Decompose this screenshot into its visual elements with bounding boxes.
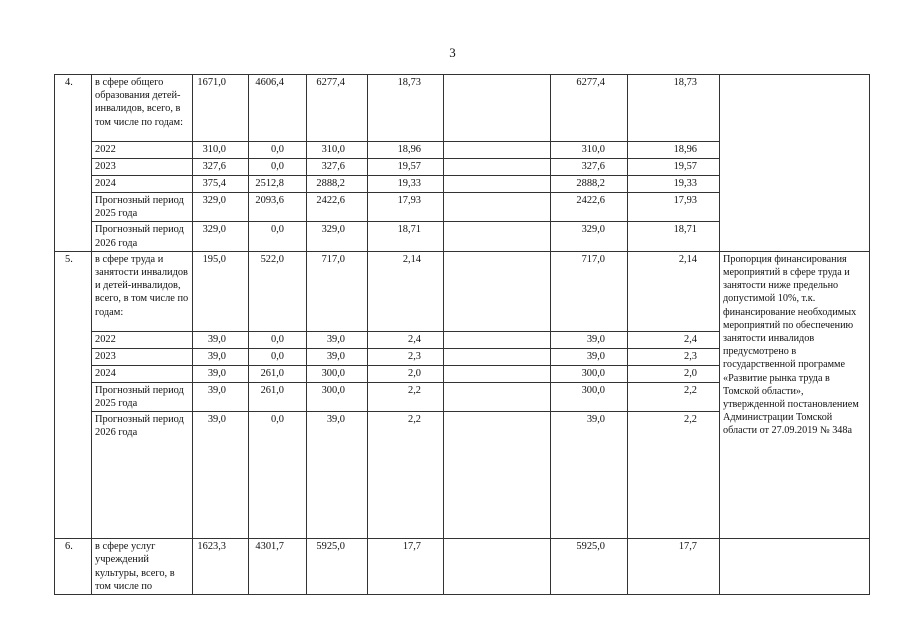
cell-value-3: 39,0 [307,348,368,365]
cell-empty [444,348,551,365]
cell-empty [444,75,551,142]
row-index: 5. [55,251,92,538]
cell-value-3: 6277,4 [307,75,368,142]
row-label: 2024 [92,365,193,382]
cell-value-1: 1671,0 [193,75,249,142]
cell-value-1: 327,6 [193,159,249,176]
cell-value-total: 310,0 [551,142,628,159]
page-number: 3 [449,45,456,60]
cell-value-1: 39,0 [193,412,249,539]
cell-percent-1: 2,0 [368,365,444,382]
cell-percent-2: 18,71 [628,222,720,251]
cell-value-total: 5925,0 [551,539,628,595]
cell-value-total: 2422,6 [551,193,628,222]
cell-value-total: 39,0 [551,348,628,365]
cell-empty [444,412,551,539]
cell-empty [444,251,551,331]
cell-value-3: 329,0 [307,222,368,251]
row-label: в сфере общего образования детей-инвалидов, всего, в том числе по годам: [92,75,193,142]
cell-percent-2: 2,2 [628,382,720,411]
cell-value-1: 375,4 [193,176,249,193]
cell-value-1: 310,0 [193,142,249,159]
cell-value-2: 0,0 [249,331,307,348]
cell-percent-2: 2,3 [628,348,720,365]
cell-percent-2: 2,0 [628,365,720,382]
cell-empty [444,331,551,348]
cell-percent-1: 17,7 [368,539,444,595]
row-label: 2023 [92,348,193,365]
cell-percent-1: 19,57 [368,159,444,176]
cell-value-total: 717,0 [551,251,628,331]
cell-percent-2: 2,14 [628,251,720,331]
cell-value-2: 261,0 [249,382,307,411]
row-label: Прогнозный период 2025 года [92,382,193,411]
cell-empty [444,365,551,382]
cell-value-3: 300,0 [307,365,368,382]
cell-percent-2: 2,2 [628,412,720,539]
cell-value-2: 4606,4 [249,75,307,142]
cell-percent-2: 17,93 [628,193,720,222]
cell-empty [444,382,551,411]
table-row [55,251,870,331]
cell-percent-2: 18,73 [628,75,720,142]
row-label: 2023 [92,159,193,176]
cell-value-2: 522,0 [249,251,307,331]
cell-percent-1: 2,2 [368,412,444,539]
cell-value-total: 2888,2 [551,176,628,193]
cell-value-2: 0,0 [249,142,307,159]
note-cell [720,75,870,252]
row-label: в сфере труда и занятости инвалидов и детей-инвалидов, всего, в том числе по годам: [92,251,193,331]
cell-value-1: 1623,3 [193,539,249,595]
cell-percent-1: 18,96 [368,142,444,159]
cell-empty [444,222,551,251]
cell-value-3: 300,0 [307,382,368,411]
cell-value-total: 327,6 [551,159,628,176]
cell-percent-1: 2,4 [368,331,444,348]
cell-percent-1: 2,2 [368,382,444,411]
cell-value-1: 39,0 [193,331,249,348]
cell-value-3: 39,0 [307,412,368,539]
cell-value-3: 39,0 [307,331,368,348]
note-cell: Пропорция финансирования мероприятий в сфере труда и занятости ниже предельно допустимой 10%, т.к. финансирование необходимых мероприятий по обеспечению занятости инвалидов предусмотрено в государственной программе «Развитие рынка труда в Томской области», утвержденной постановлением Администрации Томской области от 27.09.2019 № 348а [720,251,870,538]
cell-value-2: 0,0 [249,159,307,176]
cell-empty [444,176,551,193]
cell-value-2: 261,0 [249,365,307,382]
row-label: 2022 [92,331,193,348]
cell-value-1: 195,0 [193,251,249,331]
cell-value-2: 0,0 [249,222,307,251]
cell-empty [444,159,551,176]
cell-percent-1: 17,93 [368,193,444,222]
row-label: Прогнозный период 2026 года [92,222,193,251]
cell-value-2: 0,0 [249,412,307,539]
cell-value-3: 2422,6 [307,193,368,222]
cell-value-total: 300,0 [551,365,628,382]
cell-value-3: 5925,0 [307,539,368,595]
cell-value-2: 2093,6 [249,193,307,222]
table-row [55,75,870,142]
cell-value-2: 2512,8 [249,176,307,193]
row-index: 6. [55,539,92,595]
cell-value-total: 39,0 [551,331,628,348]
cell-value-total: 6277,4 [551,75,628,142]
cell-value-total: 300,0 [551,382,628,411]
cell-percent-2: 17,7 [628,539,720,595]
row-label: Прогнозный период 2025 года [92,193,193,222]
cell-value-1: 39,0 [193,382,249,411]
cell-value-total: 39,0 [551,412,628,539]
row-index: 4. [55,75,92,252]
cell-empty [444,539,551,595]
table-row [55,539,870,595]
cell-value-3: 327,6 [307,159,368,176]
cell-value-3: 310,0 [307,142,368,159]
note-cell [720,539,870,595]
cell-percent-1: 18,73 [368,75,444,142]
cell-value-1: 39,0 [193,365,249,382]
cell-percent-1: 18,71 [368,222,444,251]
cell-percent-1: 19,33 [368,176,444,193]
cell-value-3: 717,0 [307,251,368,331]
cell-percent-1: 2,3 [368,348,444,365]
cell-value-1: 329,0 [193,193,249,222]
cell-empty [444,142,551,159]
row-label: 2022 [92,142,193,159]
row-label: Прогнозный период 2026 года [92,412,193,539]
cell-percent-2: 19,33 [628,176,720,193]
cell-value-3: 2888,2 [307,176,368,193]
cell-percent-2: 19,57 [628,159,720,176]
row-label: в сфере услуг учреждений культуры, всего, в том числе по [92,539,193,595]
cell-value-1: 39,0 [193,348,249,365]
cell-percent-2: 2,4 [628,331,720,348]
financing-table [54,74,870,595]
cell-percent-2: 18,96 [628,142,720,159]
cell-value-2: 0,0 [249,348,307,365]
cell-value-total: 329,0 [551,222,628,251]
cell-value-2: 4301,7 [249,539,307,595]
cell-percent-1: 2,14 [368,251,444,331]
cell-value-1: 329,0 [193,222,249,251]
cell-empty [444,193,551,222]
row-label: 2024 [92,176,193,193]
